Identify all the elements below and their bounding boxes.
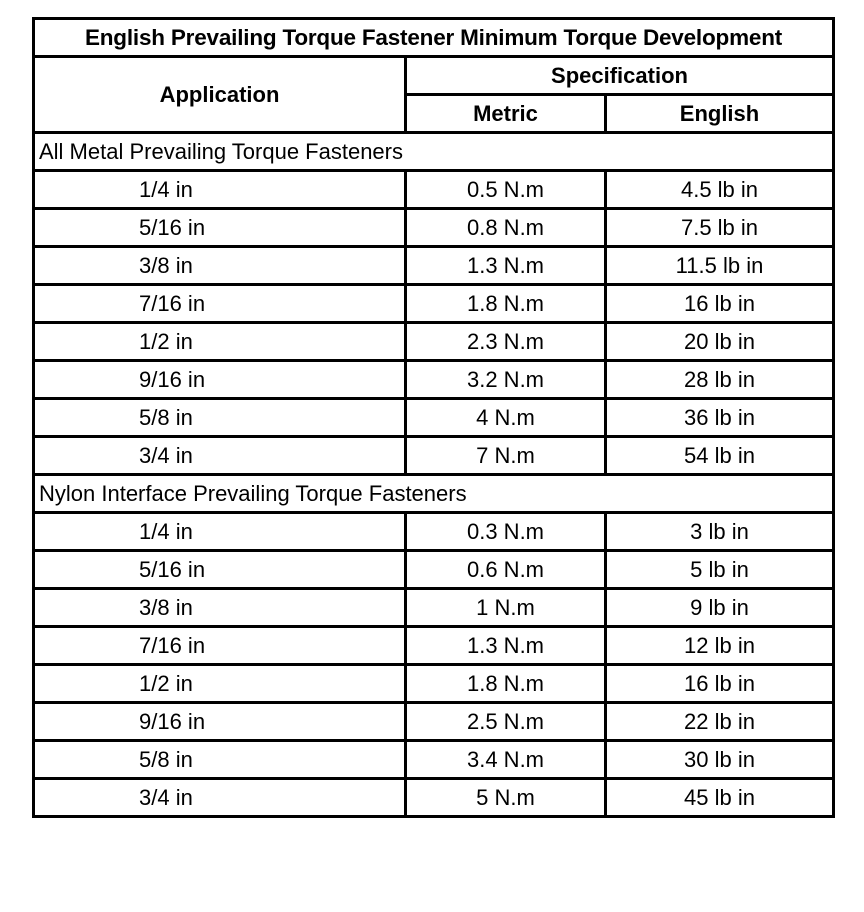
metric-value-cell: 0.6 N.m [406, 551, 606, 589]
application-cell: 7/16 in [34, 627, 406, 665]
table-row [34, 627, 834, 665]
english-value-cell: 7.5 lb in [606, 209, 834, 247]
metric-value-cell: 1 N.m [406, 589, 606, 627]
torque-table [32, 17, 835, 818]
english-value-cell: 45 lb in [606, 779, 834, 817]
table-row [34, 741, 834, 779]
table-row [34, 285, 834, 323]
english-header: English [606, 95, 834, 133]
table-title: English Prevailing Torque Fastener Minimum Torque Development [34, 19, 834, 57]
english-value-cell: 11.5 lb in [606, 247, 834, 285]
application-cell: 5/16 in [34, 209, 406, 247]
table-body [34, 19, 834, 817]
table-row [34, 513, 834, 551]
application-cell: 3/8 in [34, 247, 406, 285]
metric-value-cell: 5 N.m [406, 779, 606, 817]
metric-value-cell: 2.3 N.m [406, 323, 606, 361]
application-cell: 3/4 in [34, 437, 406, 475]
application-cell: 1/4 in [34, 513, 406, 551]
metric-value-cell: 3.4 N.m [406, 741, 606, 779]
table-row [34, 551, 834, 589]
metric-value-cell: 3.2 N.m [406, 361, 606, 399]
table-row [34, 209, 834, 247]
english-value-cell: 16 lb in [606, 285, 834, 323]
application-header: Application [34, 57, 406, 133]
table-row [34, 703, 834, 741]
metric-value-cell: 1.8 N.m [406, 285, 606, 323]
specification-header: Specification [406, 57, 834, 95]
table-row [34, 437, 834, 475]
english-value-cell: 22 lb in [606, 703, 834, 741]
english-value-cell: 16 lb in [606, 665, 834, 703]
english-value-cell: 12 lb in [606, 627, 834, 665]
application-cell: 5/8 in [34, 399, 406, 437]
application-cell: 9/16 in [34, 703, 406, 741]
table-row [34, 665, 834, 703]
metric-value-cell: 1.3 N.m [406, 627, 606, 665]
table-row [34, 247, 834, 285]
english-value-cell: 20 lb in [606, 323, 834, 361]
application-cell: 5/16 in [34, 551, 406, 589]
english-value-cell: 5 lb in [606, 551, 834, 589]
application-cell: 9/16 in [34, 361, 406, 399]
metric-header: Metric [406, 95, 606, 133]
metric-value-cell: 0.5 N.m [406, 171, 606, 209]
title-row [34, 19, 834, 57]
application-cell: 3/4 in [34, 779, 406, 817]
header-row-1 [34, 57, 834, 95]
metric-value-cell: 1.3 N.m [406, 247, 606, 285]
english-value-cell: 54 lb in [606, 437, 834, 475]
application-cell: 1/2 in [34, 323, 406, 361]
metric-value-cell: 0.8 N.m [406, 209, 606, 247]
english-value-cell: 28 lb in [606, 361, 834, 399]
metric-value-cell: 2.5 N.m [406, 703, 606, 741]
english-value-cell: 30 lb in [606, 741, 834, 779]
table-row [34, 323, 834, 361]
application-cell: 5/8 in [34, 741, 406, 779]
section-label: All Metal Prevailing Torque Fasteners [34, 133, 834, 171]
table-row [34, 399, 834, 437]
english-value-cell: 4.5 lb in [606, 171, 834, 209]
section-row [34, 133, 834, 171]
application-cell: 1/2 in [34, 665, 406, 703]
metric-value-cell: 1.8 N.m [406, 665, 606, 703]
section-row [34, 475, 834, 513]
english-value-cell: 9 lb in [606, 589, 834, 627]
application-cell: 1/4 in [34, 171, 406, 209]
metric-value-cell: 7 N.m [406, 437, 606, 475]
table-row [34, 171, 834, 209]
table-row [34, 779, 834, 817]
table-row [34, 589, 834, 627]
section-label: Nylon Interface Prevailing Torque Fasteners [34, 475, 834, 513]
metric-value-cell: 4 N.m [406, 399, 606, 437]
application-cell: 3/8 in [34, 589, 406, 627]
table-row [34, 361, 834, 399]
english-value-cell: 36 lb in [606, 399, 834, 437]
english-value-cell: 3 lb in [606, 513, 834, 551]
metric-value-cell: 0.3 N.m [406, 513, 606, 551]
application-cell: 7/16 in [34, 285, 406, 323]
